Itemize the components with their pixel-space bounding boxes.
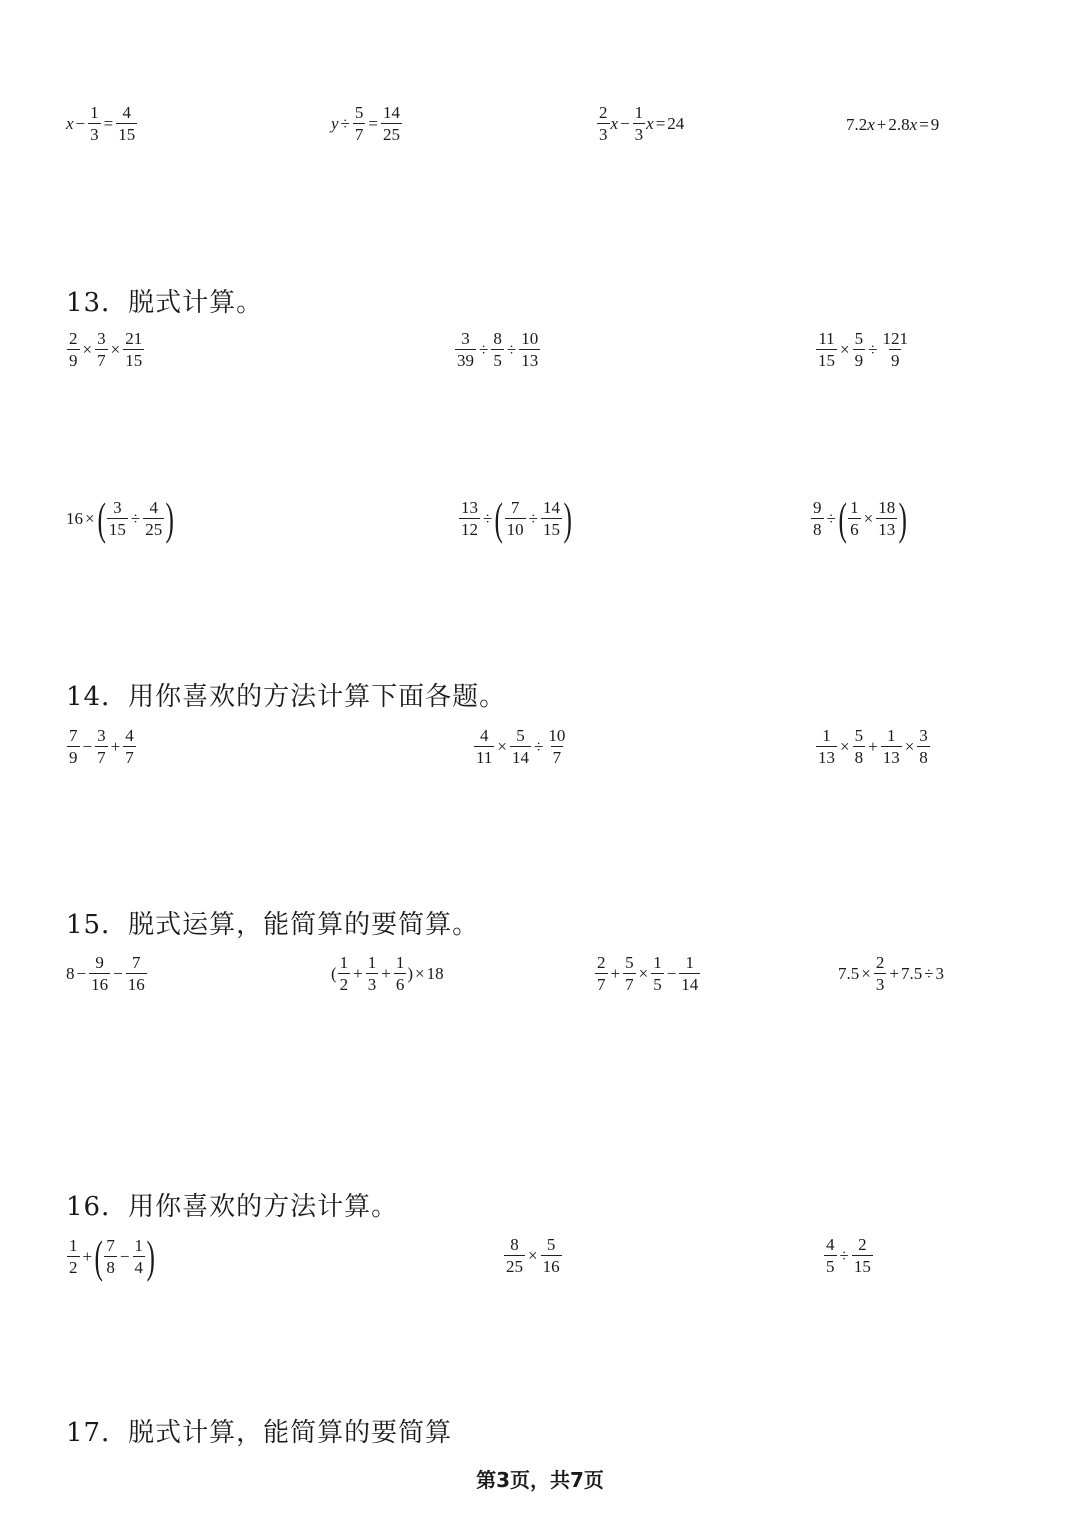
question-16-heading: 16．用你喜欢的方法计算。	[66, 1192, 399, 1222]
numerator: 1	[395, 953, 405, 972]
denominator: 8	[854, 748, 864, 767]
fraction	[67, 1237, 80, 1276]
parenthesis: )	[898, 493, 908, 544]
variable: y	[331, 113, 339, 133]
equation	[846, 115, 939, 135]
expression	[823, 1236, 874, 1275]
fraction	[848, 499, 861, 538]
denominator: 9	[890, 351, 900, 370]
numerator: 2	[599, 103, 608, 122]
operator: −	[620, 113, 630, 133]
numerator: 1	[653, 953, 662, 972]
operator: ÷	[924, 963, 934, 983]
denominator: 13	[878, 520, 896, 540]
fraction	[123, 330, 144, 369]
parenthesis: (	[94, 1231, 103, 1282]
question-14-heading: 14．用你喜欢的方法计算下面各题。	[66, 682, 507, 712]
numerator: 4	[479, 726, 489, 745]
operator: +	[876, 115, 887, 134]
operator: ×	[110, 339, 121, 359]
expression	[815, 330, 911, 369]
fraction	[595, 954, 608, 993]
denominator: 6	[850, 520, 859, 540]
denominator: 5	[493, 351, 502, 370]
numerator: 4	[125, 726, 134, 745]
numerator: 21	[125, 329, 143, 348]
numerator: 4	[122, 103, 131, 122]
denominator: 7	[125, 748, 134, 767]
fraction	[67, 727, 80, 766]
denominator: 3	[634, 125, 644, 144]
numerator: 1	[886, 726, 896, 745]
operator: −	[76, 963, 87, 983]
fraction	[505, 499, 526, 538]
denominator: 10	[506, 520, 524, 540]
numerator: 9	[813, 498, 822, 518]
operator: ÷	[506, 339, 517, 359]
denominator: 7	[97, 351, 106, 370]
fraction	[541, 1236, 562, 1275]
fraction	[541, 499, 562, 538]
expression	[66, 493, 175, 544]
expression	[503, 1236, 563, 1275]
operator: ×	[904, 736, 915, 756]
fraction	[633, 104, 646, 143]
fraction	[510, 727, 531, 766]
denominator: 3	[90, 125, 99, 144]
expression	[810, 493, 908, 544]
fraction	[880, 330, 910, 369]
denominator: 12	[461, 520, 478, 540]
numerator: 2	[858, 1235, 867, 1254]
operator: ×	[861, 963, 871, 983]
question-15-heading: 15．脱式运算，能简算的要简算。	[66, 910, 480, 940]
denominator: 8	[106, 1258, 115, 1278]
term: 2.8	[888, 115, 910, 134]
operator: ÷	[868, 339, 878, 359]
operator: ×	[528, 1245, 538, 1265]
operator: ×	[85, 508, 95, 528]
denominator: 39	[457, 351, 474, 370]
fraction	[474, 727, 494, 766]
operator: +	[889, 963, 899, 983]
term: )	[407, 963, 414, 983]
operator: ÷	[839, 1245, 849, 1265]
expression	[473, 727, 568, 766]
fraction	[116, 104, 137, 143]
page-number: 第3页，共7页	[476, 1468, 604, 1492]
fraction	[459, 499, 480, 538]
operator: −	[82, 736, 93, 756]
operator: =	[103, 113, 114, 133]
operator: =	[368, 113, 378, 133]
numerator: 1	[367, 953, 377, 972]
equation	[66, 104, 138, 143]
numerator: 1	[69, 1236, 78, 1256]
numerator: 3	[113, 498, 122, 518]
numerator: 1	[339, 953, 349, 972]
operator: ×	[82, 339, 93, 359]
fraction	[133, 1237, 146, 1276]
fraction	[381, 104, 402, 143]
fraction	[95, 330, 108, 369]
variable: x	[66, 113, 74, 133]
denominator: 4	[134, 1258, 144, 1278]
term: 7.2	[846, 115, 868, 134]
parenthesis: (	[97, 493, 106, 544]
denominator: 9	[69, 351, 78, 370]
numerator: 1	[134, 1236, 144, 1256]
variable: x	[610, 113, 619, 133]
question-13-heading: 13．脱式计算。	[66, 288, 264, 318]
numerator: 8	[493, 329, 502, 348]
operator: ×	[840, 339, 850, 359]
numerator: 1	[850, 498, 859, 518]
operator: ÷	[340, 113, 350, 133]
operator: ÷	[483, 508, 493, 528]
denominator: 5	[653, 975, 662, 994]
numerator: 2	[69, 329, 78, 348]
denominator: 16	[542, 1257, 560, 1276]
variable: x	[867, 115, 875, 134]
numerator: 7	[106, 1236, 115, 1256]
fraction	[455, 330, 476, 369]
operator: +	[82, 1246, 93, 1266]
expression	[66, 1231, 155, 1282]
operator: +	[610, 963, 621, 983]
numerator: 5	[546, 1235, 556, 1254]
denominator: 7	[552, 748, 562, 767]
denominator: 15	[543, 520, 561, 540]
expression	[838, 954, 944, 993]
denominator: 3	[599, 125, 608, 144]
operator: +	[353, 963, 363, 983]
term: 8	[66, 963, 75, 983]
operator: +	[381, 963, 391, 983]
fraction	[519, 330, 540, 369]
expression	[594, 954, 701, 993]
denominator: 8	[813, 520, 822, 540]
fraction	[394, 954, 407, 993]
fraction	[123, 727, 136, 766]
parenthesis: )	[146, 1231, 155, 1282]
fraction	[491, 330, 504, 369]
denominator: 11	[476, 748, 493, 767]
numerator: 7	[69, 726, 78, 745]
operator: ÷	[826, 508, 836, 528]
denominator: 15	[118, 125, 136, 144]
operator: =	[919, 115, 929, 134]
numerator: 7	[510, 498, 520, 518]
parenthesis: )	[563, 493, 572, 544]
fraction	[824, 1236, 837, 1275]
numerator: 14	[543, 498, 561, 518]
numerator: 1	[90, 103, 99, 122]
operator: ×	[863, 508, 874, 528]
numerator: 5	[854, 329, 864, 348]
operator: ×	[415, 963, 425, 983]
operator: ÷	[130, 508, 141, 528]
operator: =	[655, 113, 666, 133]
denominator: 5	[826, 1257, 835, 1276]
denominator: 6	[395, 975, 405, 994]
fraction	[853, 330, 866, 369]
numerator: 18	[878, 498, 896, 518]
numerator: 3	[97, 329, 106, 348]
fraction	[876, 499, 897, 538]
operator: −	[113, 963, 123, 983]
numerator: 14	[382, 103, 400, 122]
fraction	[126, 954, 147, 993]
fraction	[623, 954, 636, 993]
numerator: 3	[97, 726, 106, 745]
denominator: 13	[882, 748, 900, 767]
term: 7.5	[900, 963, 923, 983]
fraction	[107, 499, 128, 538]
denominator: 14	[681, 975, 699, 994]
operator: ÷	[533, 736, 544, 756]
numerator: 2	[597, 953, 606, 972]
fraction	[366, 954, 379, 993]
fraction	[917, 727, 930, 766]
fraction	[651, 954, 664, 993]
operator: ×	[840, 736, 850, 756]
operator: −	[119, 1246, 130, 1266]
expression	[458, 493, 572, 544]
denominator: 3	[367, 975, 377, 994]
denominator: 9	[854, 351, 864, 370]
denominator: 2	[69, 1258, 78, 1278]
denominator: 15	[108, 520, 126, 540]
fraction	[881, 727, 902, 766]
denominator: 15	[853, 1257, 871, 1276]
equation	[331, 104, 403, 143]
denominator: 25	[145, 520, 163, 540]
expression	[331, 954, 444, 993]
numerator: 5	[625, 953, 634, 972]
denominator: 13	[818, 748, 835, 767]
numerator: 1	[822, 726, 831, 745]
operator: ÷	[479, 339, 489, 359]
denominator: 13	[521, 351, 539, 370]
operator: ÷	[528, 508, 539, 528]
fraction	[88, 104, 101, 143]
denominator: 15	[818, 351, 835, 370]
numerator: 4	[149, 498, 159, 518]
operator: +	[110, 736, 121, 756]
fraction	[597, 104, 610, 143]
variable: x	[646, 113, 654, 133]
denominator: 2	[339, 975, 349, 994]
numerator: 3	[461, 329, 470, 348]
denominator: 7	[354, 125, 364, 144]
numerator: 9	[95, 953, 104, 972]
fraction	[353, 104, 366, 143]
fraction	[89, 954, 110, 993]
fraction	[104, 1237, 117, 1276]
term: 7.5	[838, 963, 860, 983]
expression	[66, 330, 145, 369]
denominator: 15	[125, 351, 143, 370]
denominator: 25	[382, 125, 400, 144]
term: 18	[426, 963, 444, 983]
operator: ×	[638, 963, 649, 983]
numerator: 11	[818, 329, 835, 348]
denominator: 9	[69, 748, 78, 767]
denominator: 3	[875, 975, 885, 994]
expression	[815, 727, 931, 766]
numerator: 2	[875, 953, 885, 972]
expression	[454, 330, 541, 369]
operator: +	[868, 736, 878, 756]
numerator: 5	[516, 726, 525, 745]
numerator: 5	[354, 103, 364, 122]
expression	[66, 727, 137, 766]
numerator: 10	[548, 726, 566, 745]
denominator: 16	[127, 975, 145, 994]
numerator: 1	[685, 953, 695, 972]
numerator: 3	[919, 726, 928, 745]
term: 24	[667, 113, 685, 133]
fraction	[816, 727, 837, 766]
fraction	[816, 330, 837, 369]
parenthesis: (	[838, 493, 847, 544]
denominator: 14	[511, 748, 529, 767]
term: 9	[930, 115, 940, 134]
denominator: 8	[919, 748, 928, 767]
variable: x	[909, 115, 918, 134]
numerator: 1	[634, 103, 644, 122]
fraction	[95, 727, 108, 766]
expression	[66, 954, 148, 993]
fraction	[67, 330, 80, 369]
fraction	[852, 1236, 873, 1275]
question-17-heading: 17．脱式计算，能简算的要简算	[66, 1418, 453, 1448]
fraction	[679, 954, 700, 993]
numerator: 5	[854, 726, 864, 745]
fraction	[546, 727, 567, 766]
denominator: 25	[506, 1257, 523, 1276]
numerator: 13	[461, 498, 478, 518]
fraction	[853, 727, 866, 766]
numerator: 10	[521, 329, 539, 348]
term: (	[331, 963, 337, 983]
numerator: 7	[131, 953, 141, 972]
parenthesis: )	[165, 493, 175, 544]
numerator: 121	[882, 329, 908, 348]
denominator: 7	[625, 975, 634, 994]
operator: −	[75, 113, 86, 133]
numerator: 8	[510, 1235, 519, 1254]
parenthesis: (	[494, 493, 504, 544]
denominator: 7	[597, 975, 606, 994]
fraction	[811, 499, 824, 538]
fraction	[338, 954, 351, 993]
fraction	[143, 499, 164, 538]
denominator: 16	[91, 975, 109, 994]
fraction	[504, 1236, 525, 1275]
numerator: 4	[826, 1235, 835, 1254]
denominator: 7	[97, 748, 106, 767]
term: 16	[66, 508, 83, 528]
fraction	[874, 954, 887, 993]
equation	[596, 104, 684, 143]
operator: ×	[497, 736, 507, 756]
operator: −	[666, 963, 677, 983]
term: 3	[935, 963, 945, 983]
